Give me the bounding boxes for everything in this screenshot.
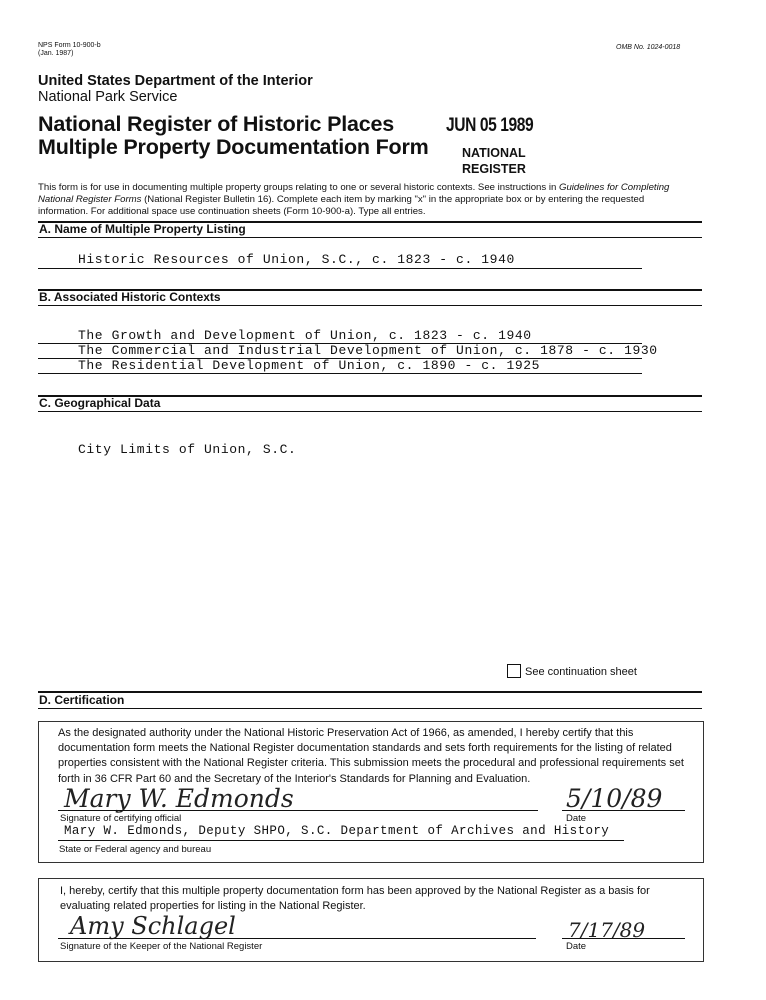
certification-statement: As the designated authority under the National Historic Preservation Act of 1966, as amended, I hereby certify that this documentation form meets the National Register documentation standards and sets forth requirements for the listing of related properties consistent with the National Register criteria. This submission meets the procedural and professional requirements set forth in 36 CFR Part 60 and the Secretary of the Interior's Standards for Planning and Evaluation. [58,727,684,785]
form-title-line2: Multiple Property Documentation Form [38,135,429,159]
certifying-official-signature: Mary W. Edmonds [64,784,294,813]
omb-number: OMB No. 1024-0018 [616,44,681,51]
service-name: National Park Service [38,89,178,105]
date-line-2 [562,938,685,939]
historic-context-1[interactable]: The Growth and Development of Union, c. 1823 - c. 1940 [78,328,532,343]
section-a-entry-line [38,268,642,269]
continuation-sheet-label: See continuation sheet [525,666,637,678]
section-d-top-rule [38,691,702,693]
received-stamp-date: JUN 05 1989 [446,115,534,136]
form-number: NPS Form 10-900-b [38,42,101,49]
historic-context-3[interactable]: The Residential Development of Union, c. 1890 - c. 1925 [78,358,541,373]
approval-date-handwritten: 7/17/89 [568,918,646,942]
section-a-bottom-rule [38,237,702,238]
date-line-1 [562,810,685,811]
signature-line-2 [58,938,536,939]
historic-context-2[interactable]: The Commercial and Industrial Development of Union, c. 1878 - c. 1930 [78,343,658,358]
date-label-2: Date [566,941,587,952]
section-b-bottom-rule [38,305,702,306]
department-name: United States Department of the Interior [38,73,313,89]
approval-statement: I, hereby, certify that this multiple property documentation form has been approved by the National Register as a basis for evaluating related properties for listing in the National Register. [60,885,650,913]
context-3-line [38,373,642,374]
form-instructions: This form is for use in documenting multiple property groups relating to one or several historic contexts. See instructions in Guidelines for Completing National Register Forms (National Register Bulletin 16). Complete each item by marking "x" in the appropriate box or by entering the requested information. For additional space use continuation sheets (Form 10-900-a). Type all entries. [38,182,670,217]
agency-name[interactable]: Mary W. Edmonds, Deputy SHPO, S.C. Department of Archives and History [64,824,610,838]
multiple-property-name[interactable]: Historic Resources of Union, S.C., c. 1823 - c. 1940 [78,252,515,267]
section-c-title: C. Geographical Data [39,396,161,410]
stamp-register: REGISTER [462,162,526,176]
signature-label-1: Signature of certifying official [60,813,182,824]
continuation-sheet-checkbox[interactable] [507,664,521,678]
date-label-1: Date [566,813,587,824]
form-title-line1: National Register of Historic Places [38,112,395,136]
stamp-national: NATIONAL [462,146,526,160]
section-a-title: A. Name of Multiple Property Listing [39,222,246,236]
agency-line [58,840,624,841]
section-d-bottom-rule [38,708,702,709]
agency-label: State or Federal agency and bureau [59,844,212,855]
certification-date-handwritten: 5/10/89 [566,784,663,813]
section-c-bottom-rule [38,411,702,412]
signature-line-1 [58,810,538,811]
signature-label-2: Signature of the Keeper of the National Register [60,941,263,952]
form-date: (Jan. 1987) [38,50,74,57]
section-d-title: D. Certification [39,693,125,707]
section-b-title: B. Associated Historic Contexts [39,290,221,304]
geographical-data[interactable]: City Limits of Union, S.C. [78,442,297,457]
keeper-signature: Amy Schlagel [70,912,236,940]
